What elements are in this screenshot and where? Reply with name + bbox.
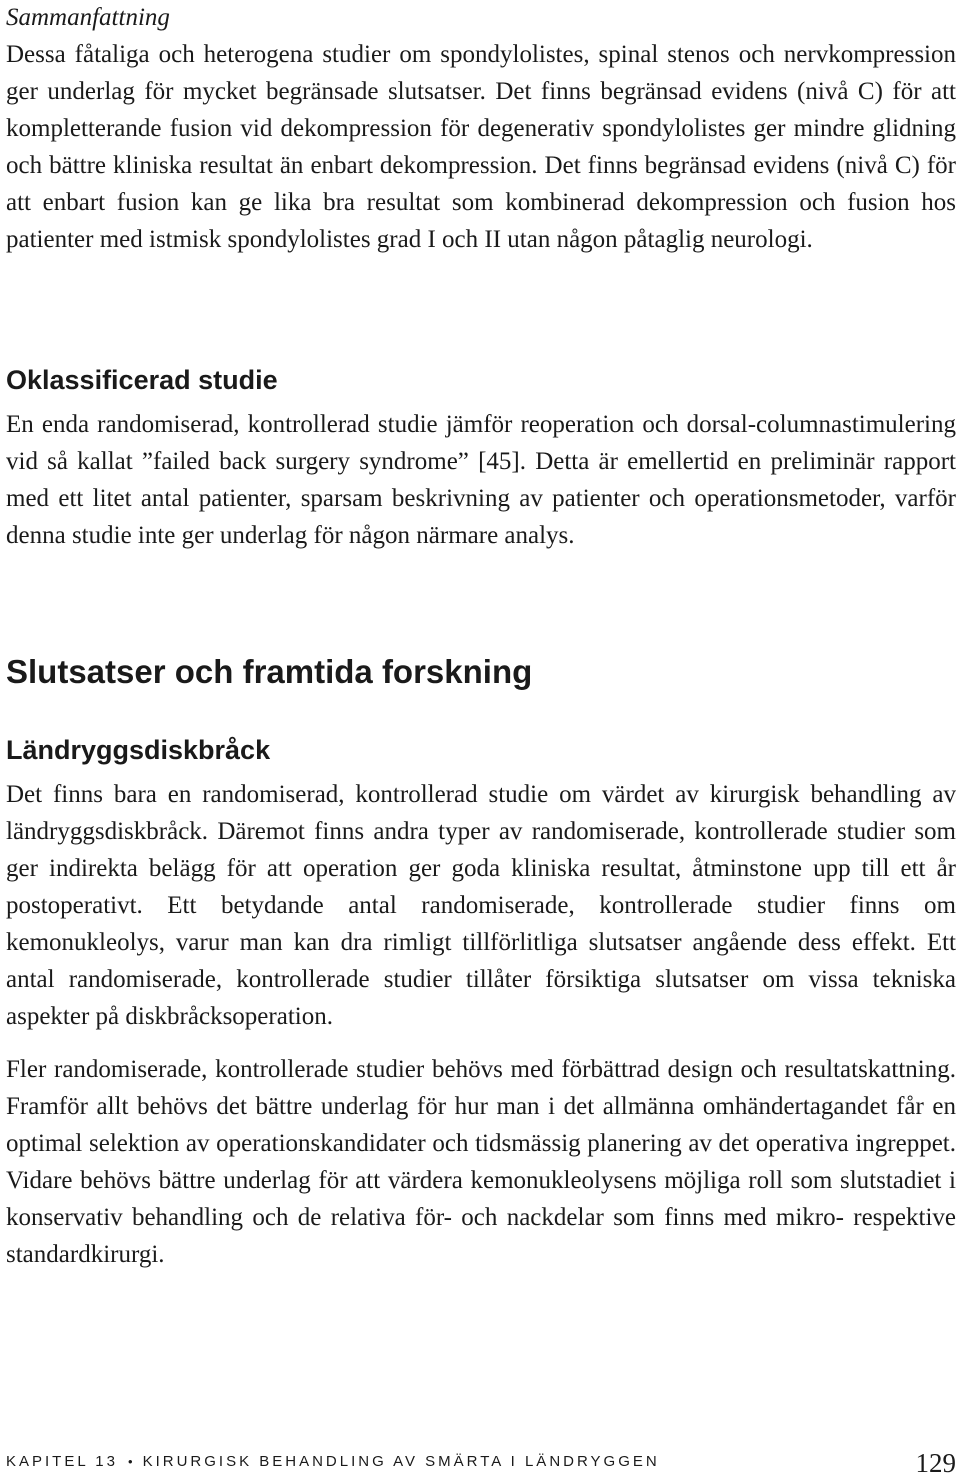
conclusions-section bbox=[6, 648, 956, 696]
disc-herniation-paragraph-1: Det finns bara en randomiserad, kontrollerad studie om värdet av kirurgisk behandling av ländryggsdiskbråck. Däremot finns andra typer av randomiserade, kontrollerade studier som ger indirekta belägg för att operation ger goda kliniska resultat, åtminstone upp till ett år postoperativt. Ett betydande antal randomiserade, kontrollerade studier finns om kemonukleolys, varur man kan dra rimligt tillförlitliga slutsatser angående dess effekt. Ett antal randomiserade, kontrollerade studier tillåter försiktiga slutsatser om vissa tekniska aspekter på diskbråcksoperation. bbox=[6, 781, 956, 1030]
running-footer bbox=[6, 1452, 660, 1472]
footer-bullet: • bbox=[128, 1454, 133, 1469]
footer-chapter: KAPITEL 13 bbox=[6, 1453, 118, 1470]
unclassified-study-paragraph: En enda randomiserad, kontrollerad studie jämför reoperation och dorsal-columnastimulering vid så kallat ”failed back surgery syndrome” [45]. Detta är emellertid en preliminär rapport med ett litet antal patienter, sparsam beskrivning av patienter och operationsmetoder, varför denna studie inte ger underlag för någon närmare analys. bbox=[6, 411, 956, 549]
disc-herniation-paragraph-2: Fler randomiserade, kontrollerade studier behövs med förbättrad design och resultatskattning. Framför allt behövs det bättre underlag för hur man i det allmänna omhändertagandet får en optimal selektion av operationskandidater och tidsmässig planering av det operativa ingreppet. Vidare behövs bättre underlag för att värdera kemonukleolysens möjliga roll som slutstadiet i konservativ behandling och de relativa för- och nackdelar som finns med mikro- respektive standardkirurgi. bbox=[6, 1056, 956, 1268]
disc-herniation-heading: Ländryggsdiskbråck bbox=[6, 735, 271, 765]
disc-herniation-section bbox=[6, 730, 956, 1273]
summary-label: Sammanfattning bbox=[6, 4, 170, 31]
summary-section bbox=[6, 0, 956, 258]
unclassified-study-heading: Oklassificerad studie bbox=[6, 365, 278, 395]
page-footer bbox=[6, 1448, 956, 1478]
footer-chapter-title: KIRURGISK BEHANDLING AV SMÄRTA I LÄNDRYGGEN bbox=[142, 1453, 660, 1470]
page-number: 129 bbox=[915, 1448, 956, 1478]
conclusions-heading: Slutsatser och framtida forskning bbox=[6, 653, 533, 690]
summary-paragraph: Dessa fåtaliga och heterogena studier om spondylolistes, spinal stenos och nervkompression ger underlag för mycket begränsade slutsatser. Det finns begränsad evidens (nivå C) för att kompletterande fusion vid dekompression för degenerativ spondylolistes ger mindre glidning och bättre kliniska resultat än enbart dekompression. Det finns begränsad evidens (nivå C) för att enbart fusion kan ge lika bra resultat som kombinerad dekompression och fusion hos patienter med istmisk spondylolistes grad I och II utan någon påtaglig neurologi. bbox=[6, 41, 956, 253]
unclassified-study-section bbox=[6, 360, 956, 554]
